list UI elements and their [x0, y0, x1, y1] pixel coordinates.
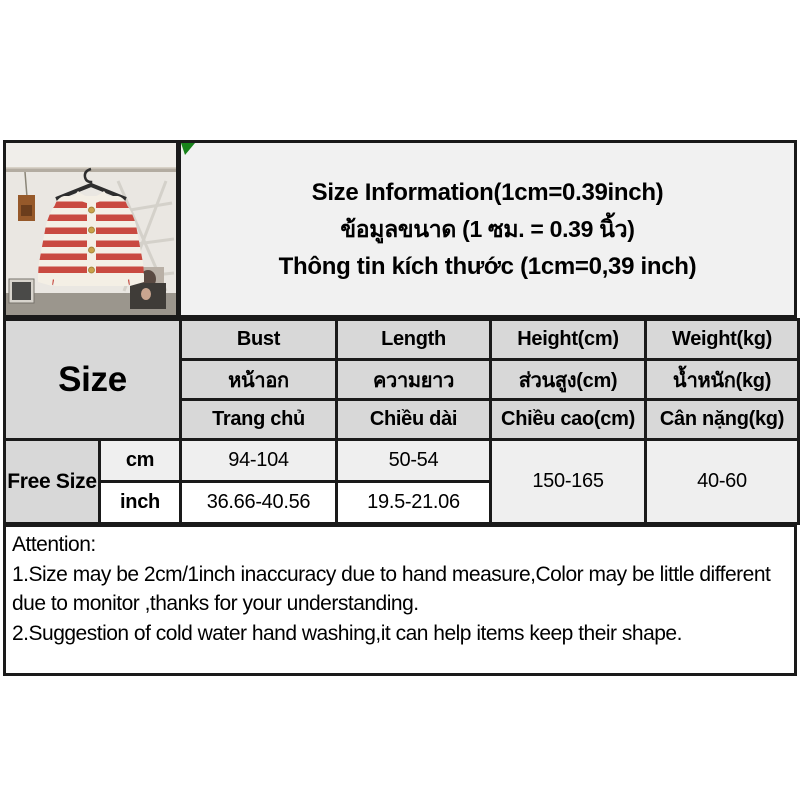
product-photo — [3, 140, 179, 318]
header-weight-vi: Cân nặng(kg) — [646, 400, 799, 440]
size-chart — [3, 140, 797, 676]
header-weight-th: น้ำหนัก(kg) — [646, 360, 799, 400]
title-thai: ข้อมูลขนาด (1 ซม. = 0.39 นิ้ว) — [340, 215, 635, 242]
data-row-cm — [5, 440, 799, 482]
header-height-vi: Chiều cao(cm) — [491, 400, 646, 440]
size-label: Size — [5, 320, 181, 440]
title-vietnamese: Thông tin kích thước (1cm=0,39 inch) — [278, 252, 697, 280]
attention-note-2: 2.Suggestion of cold water hand washing,it can help items keep their shape. — [12, 621, 682, 645]
bust-inch-value: 36.66-40.56 — [181, 482, 337, 524]
header-height-th: ส่วนสูง(cm) — [491, 360, 646, 400]
unit-inch: inch — [100, 482, 181, 524]
bust-cm-value: 94-104 — [181, 440, 337, 482]
title-block — [179, 140, 797, 318]
top-row — [3, 140, 797, 318]
title-english: Size Information(1cm=0.39inch) — [311, 178, 664, 206]
green-corner-marker-icon — [181, 143, 195, 155]
header-length-th: ความยาว — [337, 360, 491, 400]
attention-note-1: 1.Size may be 2cm/1inch inaccuracy due to hand measure,Color may be little different due to monitor ,thanks for your understanding. — [12, 562, 771, 615]
header-weight-en: Weight(kg) — [646, 320, 799, 360]
header-bust-th: หน้าอก — [181, 360, 337, 400]
header-length-vi: Chiều dài — [337, 400, 491, 440]
header-bust-en: Bust — [181, 320, 337, 360]
attention-heading: Attention: — [12, 533, 96, 556]
header-bust-vi: Trang chủ — [181, 400, 337, 440]
size-table — [3, 318, 800, 525]
height-value: 150-165 — [491, 440, 646, 524]
striped-cardigan-illustration — [6, 143, 176, 315]
weight-value: 40-60 — [646, 440, 799, 524]
unit-cm: cm — [100, 440, 181, 482]
header-height-en: Height(cm) — [491, 320, 646, 360]
header-length-en: Length — [337, 320, 491, 360]
header-row-english — [5, 320, 799, 360]
attention-notes — [3, 525, 797, 676]
free-size-label: Free Size — [5, 440, 100, 524]
length-inch-value: 19.5-21.06 — [337, 482, 491, 524]
length-cm-value: 50-54 — [337, 440, 491, 482]
